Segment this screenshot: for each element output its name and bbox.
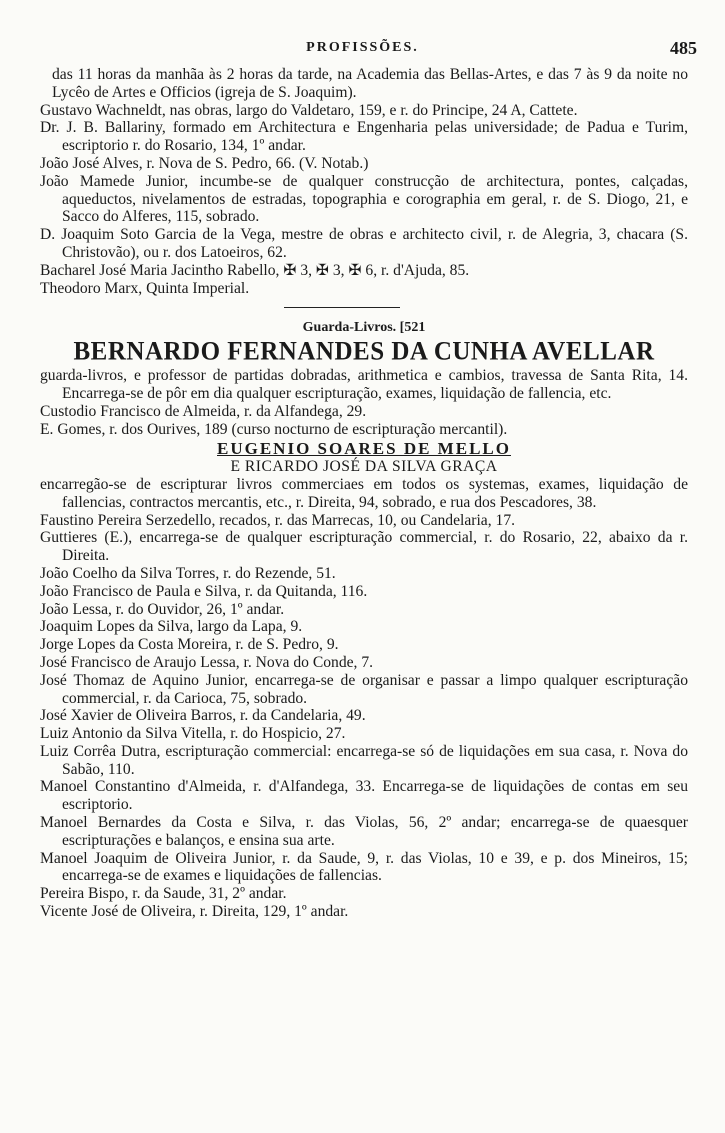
- list-entry: Gustavo Wachneldt, nas obras, largo do Valdetaro, 159, e r. do Principe, 24 A, Cattete.: [40, 101, 578, 119]
- list-entry: Custodio Francisco de Almeida, r. da Alfandega, 29.: [40, 402, 367, 420]
- list-entry: Bacharel José Maria Jacintho Rabello, ✠ 3, ✠ 3, ✠ 6, r. d'Ajuda, 85.: [40, 261, 470, 279]
- page-title: PROFISSÕES.: [306, 40, 419, 55]
- list-entry: Faustino Pereira Serzedello, recados, r. das Marrecas, 10, ou Candelaria, 17.: [40, 511, 516, 529]
- list-entry: Joaquim Lopes da Silva, largo da Lapa, 9.: [40, 618, 303, 636]
- featured-advert-name-2: EUGENIO SOARES DE MELLO: [217, 439, 511, 459]
- featured-advert-subname: E RICARDO JOSÉ DA SILVA GRAÇA: [230, 458, 498, 476]
- list-entry: José Thomaz de Aquino Junior, encarrega-se de organisar e passar a limpo qualquer escripturação commercial, r. da Carioca, 75, sobrado.: [40, 671, 688, 707]
- list-entry: D. Joaquim Soto Garcia de la Vega, mestre de obras e architecto civil, r. de Alegria, 3, chacara (S. Christovão), ou r. dos Latoeiros, 62.: [40, 226, 688, 261]
- list-entry: João José Alves, r. Nova de S. Pedro, 66. (V. Notab.): [40, 154, 369, 172]
- list-entry: João Coelho da Silva Torres, r. do Rezende, 51.: [40, 564, 336, 582]
- list-entry: José Xavier de Oliveira Barros, r. da Candelaria, 49.: [40, 707, 366, 725]
- list-entry: Guttieres (E.), encarrega-se de qualquer escripturação commercial, r. do Rosario, 22, abaixo da r. Direita.: [40, 529, 688, 565]
- architects-list: [40, 66, 688, 297]
- text-body: [40, 66, 688, 921]
- list-entry: Luiz Antonio da Silva Vitella, r. do Hospicio, 27.: [40, 725, 346, 743]
- section-title: Guarda-Livros.: [302, 320, 397, 336]
- list-entry: João Francisco de Paula e Silva, r. da Quitanda, 116.: [40, 582, 368, 600]
- list-entry: Jorge Lopes da Costa Moreira, r. de S. Pedro, 9.: [40, 636, 339, 654]
- list-entry: Manoel Constantino d'Almeida, r. d'Alfandega, 33. Encarrega-se de liquidações de contas em seu escriptorio.: [40, 778, 688, 814]
- list-entry: E. Gomes, r. dos Ourives, 189 (curso nocturno de escripturação mercantil).: [40, 420, 508, 438]
- bookkeepers-list-b: [40, 512, 688, 921]
- page-number: 485: [670, 38, 697, 58]
- list-entry: Theodoro Marx, Quinta Imperial.: [40, 279, 250, 297]
- featured-advert-text: guarda-livros, e professor de partidas dobradas, arithmetica e cambios, travessa de Santa Rita, 14. Encarrega-se de pôr em dia qualquer escripturação, exames, liquidação de fallencia, etc.: [40, 367, 688, 402]
- list-entry: João Lessa, r. do Ouvidor, 26, 1º andar.: [40, 600, 285, 618]
- section-heading: [40, 319, 688, 337]
- list-entry: das 11 horas da manhãa às 2 horas da tarde, na Academia das Bellas-Artes, e das 7 às 9 da noite no Lycêo de Artes e Officios (igreja de S. Joaquim).: [52, 66, 688, 101]
- list-entry: José Francisco de Araujo Lessa, r. Nova do Conde, 7.: [40, 653, 374, 671]
- bookkeepers-list-a: [40, 403, 688, 439]
- list-entry: Manoel Bernardes da Costa e Silva, r. das Violas, 56, 2º andar; encarrega-se de quaesquer escripturações e balanços, e ensina sua arte.: [40, 814, 688, 849]
- page-header: [0, 38, 725, 64]
- section-ref: [521: [399, 320, 426, 336]
- list-entry: Dr. J. B. Ballariny, formado em Architectura e Engenharia pelas universidade; de Padua e Turim, escriptorio r. do Rosario, 134, 1º andar.: [40, 119, 688, 155]
- list-entry: Vicente José de Oliveira, r. Direita, 129, 1º andar.: [40, 903, 349, 921]
- featured-advert-text-2: encarregão-se de escripturar livros commerciaes em todos os systemas, exames, liquidação de fallencias, contractos mercantis, etc., r. Direita, 94, sobrado, e rua dos Pescadores, 38.: [40, 475, 688, 511]
- section-divider: [40, 297, 688, 319]
- featured-advert-name: BERNARDO FERNANDES DA CUNHA AVELLAR: [73, 337, 655, 366]
- list-entry: Pereira Bispo, r. da Saude, 31, 2º andar.: [40, 885, 287, 903]
- list-entry: Manoel Joaquim de Oliveira Junior, r. da Saude, 9, r. das Violas, 10 e 39, e p. dos Mineiros, 15; encarrega-se de exames e liquidações de fallencias.: [40, 849, 688, 885]
- list-entry: João Mamede Junior, incumbe-se de qualquer construcção de architectura, pontes, calçadas, aqueductos, nivelamentos de estradas, topographia e corographia em geral, r. de S. Diogo, 21, e Sacco do Alferes, 115, sobrado.: [40, 172, 688, 226]
- list-entry: Luiz Corrêa Dutra, escripturação commercial: encarrega-se só de liquidações em sua casa, r. Nova do Sabão, 110.: [40, 742, 688, 778]
